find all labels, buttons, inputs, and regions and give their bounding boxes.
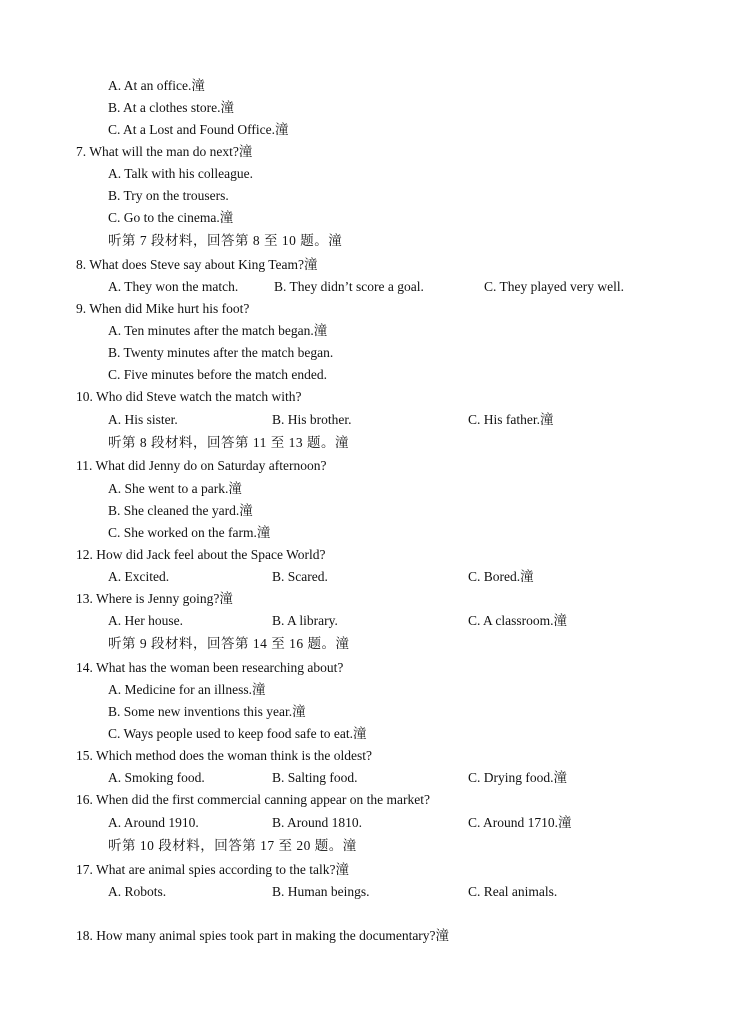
q7-option-c: C. Go to the cinema.潼: [108, 210, 234, 225]
q17-option-a: A. Robots.: [108, 884, 167, 899]
q10-option-b: B. His brother.: [272, 412, 352, 427]
q8-option-a: A. They won the match.: [108, 279, 239, 294]
question-16: 16. When did the first commercial canning appear on the market?: [76, 792, 430, 807]
q11-option-b: B. She cleaned the yard.潼: [108, 503, 253, 518]
question-15: 15. Which method does the woman think is the oldest?: [76, 748, 372, 763]
question-17: 17. What are animal spies according to the talk?潼: [76, 862, 350, 877]
q12-option-b: B. Scared.: [272, 569, 328, 584]
question-10: 10. Who did Steve watch the match with?: [76, 389, 302, 404]
q8-option-c: C. They played very well.: [484, 279, 624, 294]
q10-option-c: C. His father.潼: [468, 412, 554, 427]
section-heading-7: 听第 7 段材料，回答第 8 至 10 题。潼: [108, 233, 343, 248]
question-14: 14. What has the woman been researching about?: [76, 660, 344, 675]
q7-option-b: B. Try on the trousers.: [108, 188, 229, 203]
section-heading-9: 听第 9 段材料，回答第 14 至 16 题。潼: [108, 636, 350, 651]
q9-option-c: C. Five minutes before the match ended.: [108, 367, 327, 382]
q17-option-b: B. Human beings.: [272, 884, 370, 899]
q16-option-c: C. Around 1710.潼: [468, 815, 572, 830]
q9-option-b: B. Twenty minutes after the match began.: [108, 345, 334, 360]
q7-option-a: A. Talk with his colleague.: [108, 166, 254, 181]
q12-option-c: C. Bored.潼: [468, 569, 534, 584]
q10-option-a: A. His sister.: [108, 412, 178, 427]
q15-option-b: B. Salting food.: [272, 770, 358, 785]
q8-option-b: B. They didn’t score a goal.: [274, 279, 424, 294]
q12-option-a: A. Excited.: [108, 569, 170, 584]
q13-option-a: A. Her house.: [108, 613, 183, 628]
q14-option-c: C. Ways people used to keep food safe to eat.潼: [108, 726, 367, 741]
q14-option-a: A. Medicine for an illness.潼: [108, 682, 266, 697]
q14-option-b: B. Some new inventions this year.潼: [108, 704, 306, 719]
q11-option-a: A. She went to a park.潼: [108, 481, 242, 496]
q11-option-c: C. She worked on the farm.潼: [108, 525, 271, 540]
question-7: 7. What will the man do next?潼: [76, 144, 253, 159]
q16-option-a: A. Around 1910.: [108, 815, 199, 830]
q13-option-b: B. A library.: [272, 613, 338, 628]
q16-option-b: B. Around 1810.: [272, 815, 363, 830]
q13-option-c: C. A classroom.潼: [468, 613, 568, 628]
question-9: 9. When did Mike hurt his foot?: [76, 301, 250, 316]
q6-option-c: C. At a Lost and Found Office.潼: [108, 122, 289, 137]
question-11: 11. What did Jenny do on Saturday afternoon?: [76, 458, 327, 473]
q15-option-a: A. Smoking food.: [108, 770, 205, 785]
q6-option-a: A. At an office.潼: [108, 78, 205, 93]
question-18: 18. How many animal spies took part in making the documentary?潼: [76, 928, 450, 943]
q6-option-b: B. At a clothes store.潼: [108, 100, 234, 115]
q17-option-c: C. Real animals.: [468, 884, 558, 899]
question-13: 13. Where is Jenny going?潼: [76, 591, 233, 606]
question-8: 8. What does Steve say about King Team?潼: [76, 257, 318, 272]
section-heading-10: 听第 10 段材料，回答第 17 至 20 题。潼: [108, 838, 357, 853]
q9-option-a: A. Ten minutes after the match began.潼: [108, 323, 328, 338]
q15-option-c: C. Drying food.潼: [468, 770, 567, 785]
question-12: 12. How did Jack feel about the Space World?: [76, 547, 326, 562]
section-heading-8: 听第 8 段材料，回答第 11 至 13 题。潼: [108, 435, 349, 450]
